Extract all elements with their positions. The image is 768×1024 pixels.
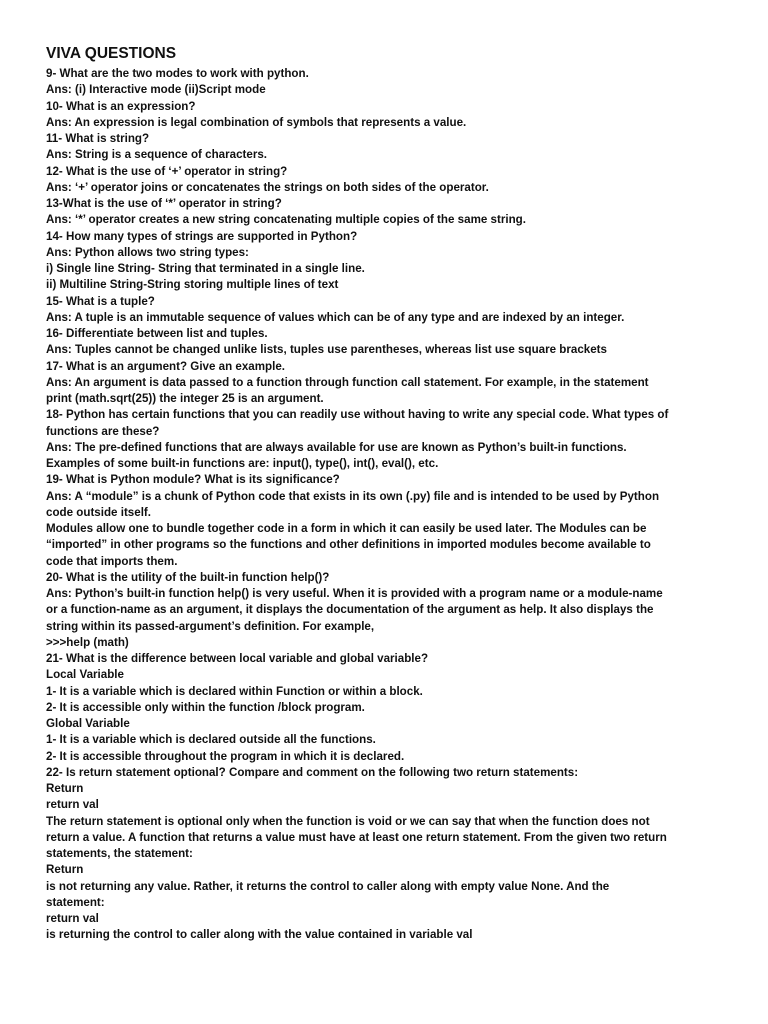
document-line: return a value. A function that returns a value must have at least one return statement. From the given two return <box>46 830 667 844</box>
document-line: 11- What is string? <box>46 132 150 145</box>
document-line: Ans: The pre-defined functions that are always available for use are known as Python’s built-in functions. <box>46 440 627 454</box>
document-line: 1- It is a variable which is declared within Function or within a block. <box>46 684 423 698</box>
document-line: >>>help (math) <box>46 635 129 649</box>
document-line: Ans: An argument is data passed to a function through function call statement. For example, in the statement <box>46 375 649 389</box>
document-line: 20- What is the utility of the built-in function help()? <box>46 570 330 584</box>
document-line: return val <box>46 912 99 925</box>
document-line: “imported” in other programs so the functions and other definitions in imported modules become available to <box>46 538 651 552</box>
document-line: is not returning any value. Rather, it returns the control to caller along with empty value None. And the <box>46 879 610 893</box>
document-line: 1- It is a variable which is declared outside all the functions. <box>46 733 376 747</box>
document-line: Ans: Python allows two string types: <box>46 245 249 259</box>
document-line: statements, the statement: <box>46 847 193 860</box>
document-line: 21- What is the difference between local variable and global variable? <box>46 652 429 665</box>
document-line: 12- What is the use of ‘+’ operator in string? <box>46 164 288 178</box>
document-line: Ans: Tuples cannot be changed unlike lists, tuples use parentheses, whereas list use square brackets <box>46 343 607 357</box>
document-line: ii) Multiline String-String storing multiple lines of text <box>46 278 339 292</box>
document-line: 16- Differentiate between list and tuples. <box>46 327 268 340</box>
document-line: code outside itself. <box>46 505 152 519</box>
document-line: 9- What are the two modes to work with python. <box>46 67 309 80</box>
document-line: Global Variable <box>46 717 130 730</box>
document-line: 13-What is the use of ‘*’ operator in string? <box>46 197 282 210</box>
document-line: Ans: String is a sequence of characters. <box>46 148 268 162</box>
document-line: statement: <box>46 895 105 909</box>
document-line: print (math.sqrt(25)) the integer 25 is an argument. <box>46 392 324 405</box>
document-body <box>46 66 726 944</box>
document-line: i) Single line String- String that terminated in a single line. <box>46 262 365 275</box>
document-line: Ans: An expression is legal combination of symbols that represents a value. <box>46 115 467 129</box>
document-line: Ans: ‘+’ operator joins or concatenates the strings on both sides of the operator. <box>46 180 489 194</box>
document-line: Return <box>46 863 84 877</box>
document-line: Ans: A tuple is an immutable sequence of values which can be of any type and are indexed by an integer. <box>46 310 625 324</box>
document-line: return val <box>46 798 99 812</box>
document-line: Ans: A “module” is a chunk of Python code that exists in its own (.py) file and is intended to be used by Python <box>46 489 660 503</box>
document-line: Return <box>46 782 84 795</box>
document-line: Examples of some built-in functions are: input(), type(), int(), eval(), etc. <box>46 457 439 470</box>
document-line: 22- Is return statement optional? Compare and comment on the following two return statements: <box>46 765 579 779</box>
document-line: string within its passed-argument’s definition. For example, <box>46 619 375 633</box>
document-line: The return statement is optional only when the function is void or we can say that when the function does not <box>46 814 650 828</box>
document-page <box>46 44 726 944</box>
document-line: Ans: ‘*’ operator creates a new string concatenating multiple copies of the same string. <box>46 213 526 227</box>
document-line: is returning the control to caller along with the value contained in variable val <box>46 928 473 942</box>
document-line: 14- How many types of strings are supported in Python? <box>46 229 358 243</box>
document-line: 2- It is accessible throughout the program in which it is declared. <box>46 749 405 763</box>
document-line: Ans: (i) Interactive mode (ii)Script mode <box>46 83 266 97</box>
document-line: Modules allow one to bundle together code in a form in which it can easily be used later. The Modules can be <box>46 522 647 535</box>
document-line: 17- What is an argument? Give an example. <box>46 359 286 373</box>
document-line: code that imports them. <box>46 554 178 568</box>
document-line: 15- What is a tuple? <box>46 294 155 308</box>
document-line: functions are these? <box>46 424 160 438</box>
document-line: Local Variable <box>46 668 124 682</box>
document-line: 18- Python has certain functions that you can readily use without having to write any special code. What types of <box>46 408 669 422</box>
document-line: 19- What is Python module? What is its significance? <box>46 473 340 487</box>
document-line: 2- It is accessible only within the function /block program. <box>46 700 365 714</box>
document-line: Ans: Python’s built-in function help() is very useful. When it is provided with a program name or a module-name <box>46 587 663 600</box>
document-line: or a function-name as an argument, it displays the documentation of the argument as help. It also displays the <box>46 603 654 617</box>
document-line: 10- What is an expression? <box>46 99 196 113</box>
document-title: VIVA QUESTIONS <box>46 45 177 62</box>
